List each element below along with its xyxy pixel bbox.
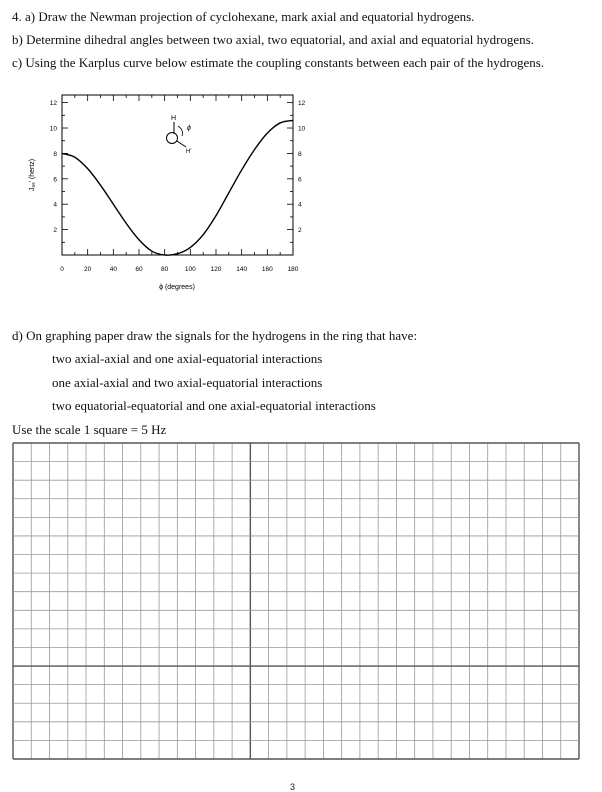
y-tick-label-right: 8 [298,150,302,158]
inset-bond-side [177,141,186,147]
page-number: 3 [290,782,296,792]
question-4d: d) On graphing paper draw the signals for the hydrogens in the ring that have: [12,328,418,343]
karplus-curve [62,120,293,255]
x-tick-label: 100 [184,266,196,273]
x-tick-label: 80 [161,266,169,273]
scale-note: Use the scale 1 square = 5 Hz [12,422,167,437]
grid-lines [13,443,579,759]
x-tick-label: 60 [135,266,143,273]
d-item-1: two axial-axial and one axial-equatorial interactions [52,351,323,366]
inset-label-angle: ϕ [187,125,191,132]
inset-label-h-prime: H' [186,149,192,155]
chart-tick-labels [50,100,306,273]
inset-circle [167,133,178,144]
y-tick-label-right: 6 [298,176,302,184]
y-tick-label-right: 2 [298,227,302,235]
graphing-paper [12,442,582,760]
x-tick-label: 180 [287,266,299,273]
x-tick-label: 40 [109,266,117,273]
x-tick-label: 160 [261,266,273,273]
x-axis-label: ϕ (degrees) [159,284,195,291]
y-tick-label-right: 10 [298,125,306,133]
inset-label-h: H [171,115,177,122]
x-tick-label: 20 [84,266,92,273]
x-tick-label: 0 [60,266,64,273]
y-tick-label-right: 12 [298,100,306,108]
question-4c: c) Using the Karplus curve below estimate the coupling constants between each pair of the hydrogens. [12,55,545,70]
d-item-3: two equatorial-equatorial and one axial-equatorial interactions [52,398,376,413]
chart-ticks [62,95,293,255]
y-tick-label-right: 4 [298,201,302,209]
y-tick-label: 12 [49,100,57,108]
y-axis-label: Jₐₐ' (hertz) [29,158,36,192]
y-tick-label: 8 [53,150,57,158]
question-4b: b) Determine dihedral angles between two axial, two equatorial, and axial and equatorial hydrogens. [12,32,534,47]
plot-frame [62,95,293,255]
newman-inset [167,115,192,155]
y-tick-label: 4 [53,201,57,209]
y-tick-label: 10 [49,125,57,133]
inset-angle-arc [178,126,183,136]
karplus-chart [20,88,320,298]
question-4a: 4. a) Draw the Newman projection of cyclohexane, mark axial and equatorial hydrogens. [12,9,475,24]
y-tick-label: 2 [53,227,57,235]
y-tick-label: 6 [53,176,57,184]
x-tick-label: 120 [210,266,222,273]
x-tick-label: 140 [236,266,248,273]
d-item-2: one axial-axial and two axial-equatorial interactions [52,375,323,390]
